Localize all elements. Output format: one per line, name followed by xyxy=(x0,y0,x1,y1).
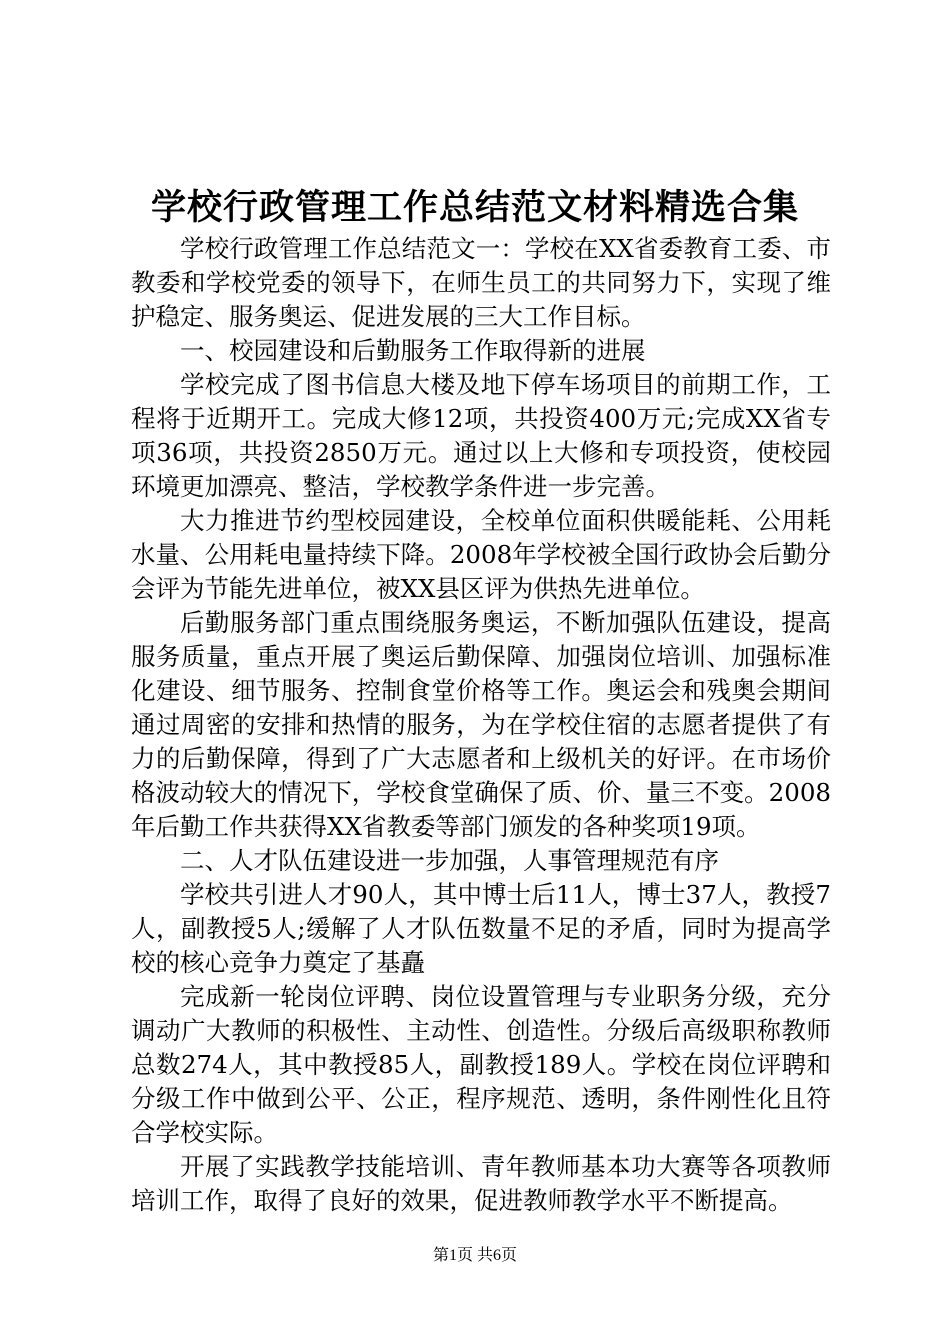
section-heading-1: 一、校园建设和后勤服务工作取得新的进展 xyxy=(180,336,646,365)
paragraph-construction: 学校完成了图书信息大楼及地下停车场项目的前期工作，工程将于近期开工。完成大修12项，共投资400万元;完成XX省专项36项，共投资2850万元。通过以上大修和专项投资，使校园环境更加漂亮、整洁，学校教学条件进一步完善。 xyxy=(131,370,831,501)
paragraph-energy-saving: 大力推进节约型校园建设，全校单位面积供暖能耗、公用耗水量、公用耗电量持续下降。2008年学校被全国行政协会后勤分会评为节能先进单位，被XX县区评为供热先进单位。 xyxy=(131,506,831,603)
paragraph-intro: 学校行政管理工作总结范文一：学校在XX省委教育工委、市教委和学校党委的领导下，在师生员工的共同努力下，实现了维护稳定、服务奥运、促进发展的三大工作目标。 xyxy=(131,234,831,331)
document-body xyxy=(131,232,831,1218)
paragraph-positions: 完成新一轮岗位评聘、岗位设置管理与专业职务分级，充分调动广大教师的积极性、主动性、创造性。分级后高级职称教师总数274人，其中教授85人，副教授189人。学校在岗位评聘和分级工作中做到公平、公正，程序规范、透明，条件刚性化且符合学校实际。 xyxy=(131,982,831,1147)
page-footer: 第1页 共6页 xyxy=(432,1247,517,1264)
document-title: 学校行政管理工作总结范文材料精选合集 xyxy=(150,187,799,228)
paragraph-logistics: 后勤服务部门重点围绕服务奥运，不断加强队伍建设，提高服务质量，重点开展了奥运后勤保障、加强岗位培训、加强标准化建设、细节服务、控制食堂价格等工作。奥运会和残奥会期间通过周密的安排和热情的服务，为在学校住宿的志愿者提供了有力的后勤保障，得到了广大志愿者和上级机关的好评。在市场价格波动较大的情况下，学校食堂确保了质、价、量三不变。2008年后勤工作共获得XX省教委等部门颁发的各种奖项19项。 xyxy=(131,608,831,841)
section-heading-2: 二、人才队伍建设进一步加强，人事管理规范有序 xyxy=(180,846,719,875)
paragraph-training: 开展了实践教学技能培训、青年教师基本功大赛等各项教师培训工作，取得了良好的效果，促进教师教学水平不断提高。 xyxy=(131,1152,831,1215)
paragraph-talent: 学校共引进人才90人，其中博士后11人，博士37人，教授7人，副教授5人;缓解了人才队伍数量不足的矛盾，同时为提高学校的核心竞争力奠定了基矗 xyxy=(131,880,831,977)
